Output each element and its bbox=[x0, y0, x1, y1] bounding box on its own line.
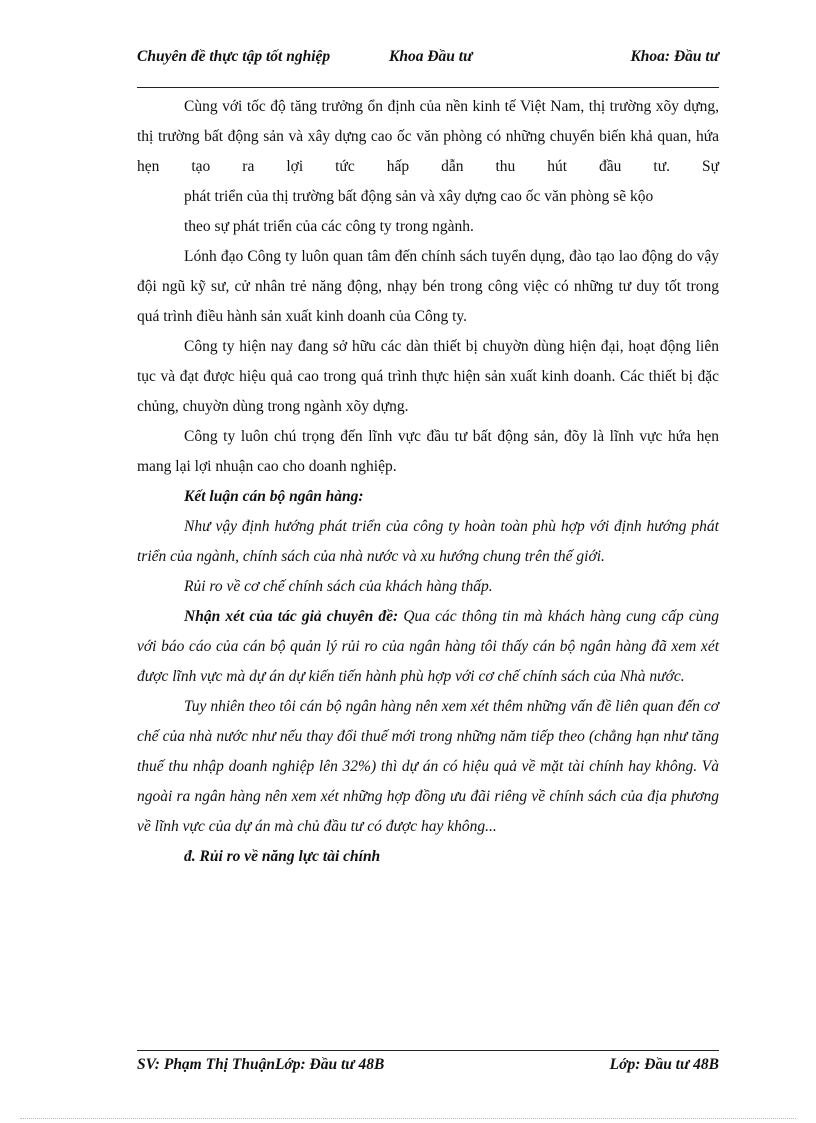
paragraph-policy-risk: Rủi ro về cơ chế chính sách của khách hàng thấp. bbox=[184, 578, 493, 595]
paragraph-conclusion: Như vậy định hướng phát triển của công ty hoàn toàn phù hợp với định hướng phát triển của ngành, chính sách của nhà nước và xu hướng chung trên thế giới. bbox=[137, 518, 719, 565]
paragraph-market-growth: Cùng với tốc độ tăng trưởng ổn định của nền kinh tế Việt Nam, thị trường xõy dựng, thị trường bất động sản và xây dựng cao ốc văn phòng có những chuyển biến khả quan, hứa hẹn tạo ra lợi tức hấp dẫn thu hút đầu tư. Sự bbox=[137, 98, 719, 175]
author-comment-text: Qua các thông tin mà khách hàng cung cấp cùng với báo cáo của cán bộ quản lý rủi ro của ngân hàng tôi thấy cán bộ ngân hàng đã xem xét được lĩnh vực mà dự án dự kiến tiến hành phù hợp với cơ chế chính sách của Nhà nước. bbox=[137, 608, 719, 685]
heading-financial-risk: đ. Rủi ro về năng lực tài chính bbox=[184, 848, 381, 865]
page-body bbox=[137, 92, 719, 872]
paragraph-market-growth-end: theo sự phát triển của các công ty trong ngành. bbox=[184, 218, 474, 235]
page-footer bbox=[137, 1056, 719, 1080]
header-faculty-middle: Khoa Đầu tư bbox=[389, 48, 473, 65]
footer-rule bbox=[137, 1050, 719, 1051]
footer-class: Lớp: Đầu tư 48B bbox=[609, 1056, 719, 1073]
page-edge-divider bbox=[20, 1118, 796, 1119]
header-document-title: Chuyên đề thực tập tốt nghiệp bbox=[137, 48, 331, 65]
heading-bank-conclusion: Kết luận cán bộ ngân hàng: bbox=[184, 488, 364, 505]
header-faculty: Khoa: Đầu tư bbox=[630, 48, 719, 65]
page-header bbox=[137, 48, 719, 72]
header-rule bbox=[137, 87, 719, 88]
paragraph-leadership: Lónh đạo Công ty luôn quan tâm đến chính sách tuyển dụng, đào tạo lao động do vậy đội ngũ kỹ sư, cử nhân trẻ năng động, nhạy bén trong công việc có những tư duy tốt trong quá trình điều hành sản xuất kinh doanh của Công ty. bbox=[137, 248, 719, 325]
heading-author-comment: Nhận xét của tác giả chuyên đề: bbox=[184, 608, 399, 625]
paragraph-real-estate: Công ty luôn chú trọng đến lĩnh vực đầu tư bất động sản, đõy là lĩnh vực hứa hẹn mang lại lợi nhuận cao cho doanh nghiệp. bbox=[137, 428, 719, 475]
paragraph-author-comment bbox=[137, 602, 719, 692]
paragraph-equipment: Công ty hiện nay đang sở hữu các dàn thiết bị chuyờn dùng hiện đại, hoạt động liên tục và đạt được hiệu quả cao trong quá trình thực hiện sản xuất kinh doanh. Các thiết bị đặc chủng, chuyờn dùng trong ngành xõy dựng. bbox=[137, 338, 719, 415]
footer-student: SV: Phạm Thị ThuậnLớp: Đầu tư 48B bbox=[137, 1056, 385, 1073]
paragraph-recommendation: Tuy nhiên theo tôi cán bộ ngân hàng nên xem xét thêm những vấn đề liên quan đến cơ chế của nhà nước như nếu thay đổi thuế mới trong những năm tiếp theo (chẳng hạn như tăng thuế thu nhập doanh nghiệp lên 32%) thì dự án có hiệu quả về mặt tài chính hay không. Và ngoài ra ngân hàng nên xem xét những hợp đồng ưu đãi riêng về chính sách của địa phương về lĩnh vực của dự án mà chủ đầu tư có được hay không... bbox=[137, 698, 719, 835]
paragraph-market-growth-cont: phát triển của thị trường bất động sản và xây dựng cao ốc văn phòng sẽ kộo bbox=[184, 188, 654, 205]
